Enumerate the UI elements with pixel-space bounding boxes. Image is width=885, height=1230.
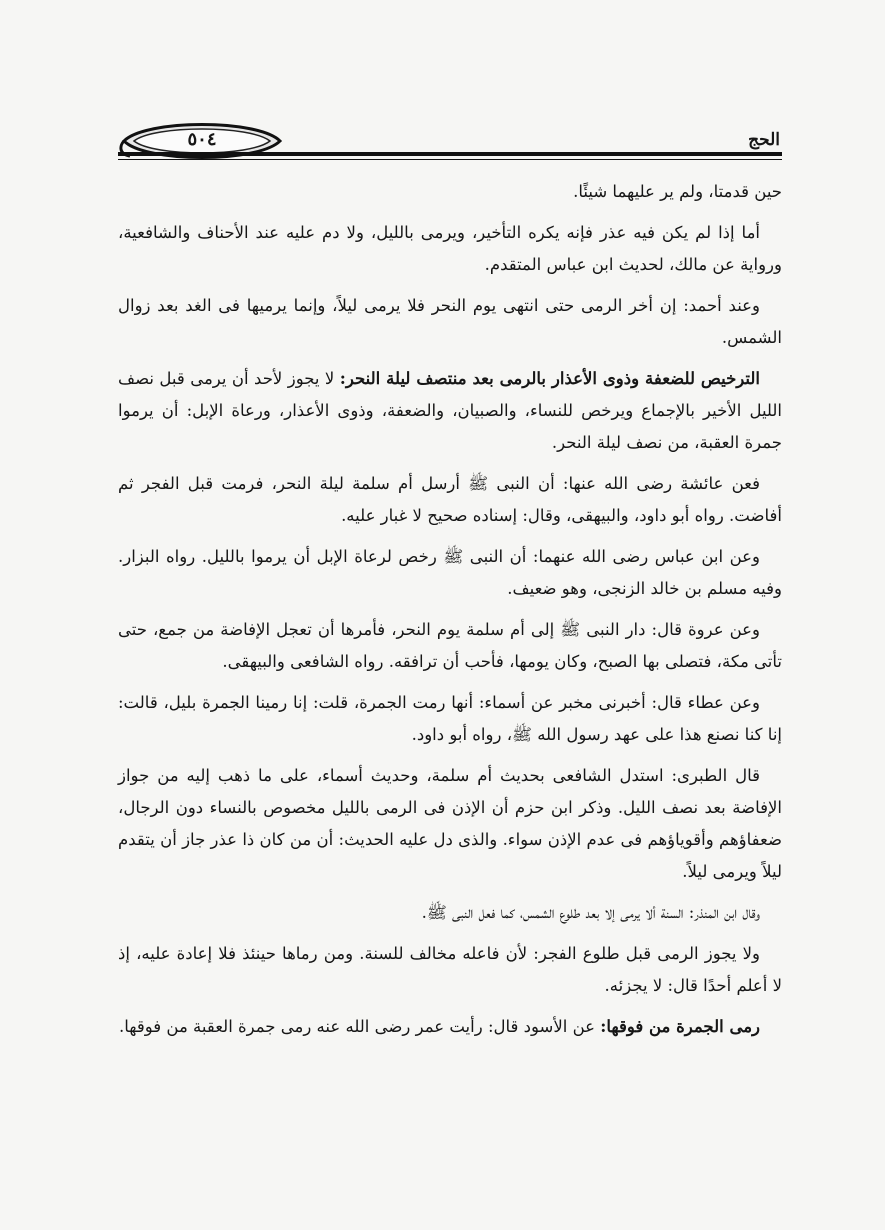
page-number: ٥٠٤ <box>187 129 217 150</box>
paragraph: أما إذا لم يكن فيه عذر فإنه يكره التأخير، ويرمى بالليل، ولا دم عليه عند الأحناف والشافعية، ورواية عن مالك، لحديث ابن عباس المتقدم. <box>118 223 782 274</box>
section-heading: رمى الجمرة من فوقها: <box>600 1017 760 1036</box>
paragraph: وعن عطاء قال: أخبرنى مخبر عن أسماء: أنها رمت الجمرة، قلت: إنا رمينا الجمرة بليل، قالت: إنا كنا نصنع هذا على عهد رسول الله ﷺ، رواه أبو داود. <box>118 693 782 744</box>
paragraph: ولا يجوز الرمى قبل طلوع الفجر: لأن فاعله مخالف للسنة. ومن رماها حينئذ فلا إعادة عليه، إذ لا أعلم أحدًا قال: لا يجزئه. <box>118 944 782 995</box>
paragraph: وعند أحمد: إن أخر الرمى حتى انتهى يوم النحر فلا يرمى ليلاً، وإنما يرميها فى الغد بعد زوال الشمس. <box>118 296 782 347</box>
running-header <box>118 118 780 168</box>
paragraph: فعن عائشة رضى الله عنها: أن النبى ﷺ أرسل أم سلمة ليلة النحر، فرمت قبل الفجر ثم أفاضت. رواه أبو داود، والبيهقى، وقال: إسناده صحيح لا غبار عليه. <box>118 474 782 525</box>
section-heading: الترخيص للضعفة وذوى الأعذار بالرمى بعد منتصف ليلة النحر: <box>339 369 760 388</box>
paragraph: وقال ابن المنذر: السنة ألا يرمى إلا بعد طلوع الشمس، كما فعل النبى ﷺ. <box>421 903 760 922</box>
header-rule-thin <box>118 159 782 160</box>
paragraph: وعن عروة قال: دار النبى ﷺ إلى أم سلمة يوم النحر، فأمرها أن تعجل الإفاضة من جمع، حتى تأتى مكة، فتصلى بها الصبح، وكان يومها، فأحب أن ترافقه. رواه الشافعى والبيهقى. <box>118 620 782 671</box>
paragraph: وعن ابن عباس رضى الله عنهما: أن النبى ﷺ رخص لرعاة الإبل أن يرموا بالليل. رواه البزار. وفيه مسلم بن خالد الزنجى، وهو ضعيف. <box>118 547 782 598</box>
paragraph: حين قدمتا، ولم ير عليهما شيئًا. <box>573 182 782 201</box>
header-rule <box>118 152 782 156</box>
paragraph: قال الطبرى: استدل الشافعى بحديث أم سلمة، وحديث أسماء، على ما ذهب إليه من جواز الإفاضة بعد نصف الليل. وذكر ابن حزم أن الإذن فى الرمى بالليل مخصوص بالنساء دون الرجال، ضعفاؤهم وأقوياؤهم فى عدم الإذن سواء. والذى دل عليه الحديث: أن من كان ذا عذر جاز أن يتقدم ليلاً ويرمى ليلاً. <box>118 766 782 881</box>
chapter-title: الحج <box>748 130 780 150</box>
paragraph: رمى الجمرة من فوقها: عن الأسود قال: رأيت عمر رضى الله عنه رمى جمرة العقبة من فوقها. <box>118 1017 760 1036</box>
paragraph: الترخيص للضعفة وذوى الأعذار بالرمى بعد منتصف ليلة النحر: لا يجوز لأحد أن يرمى قبل نصف الليل الأخير بالإجماع ويرخص للنساء، والصبيان، والضعفة، وذوى الأعذار، ورعاة الإبل: أن يرموا جمرة العقبة، من نصف ليلة النحر. <box>118 369 782 452</box>
body-text <box>118 176 782 1052</box>
